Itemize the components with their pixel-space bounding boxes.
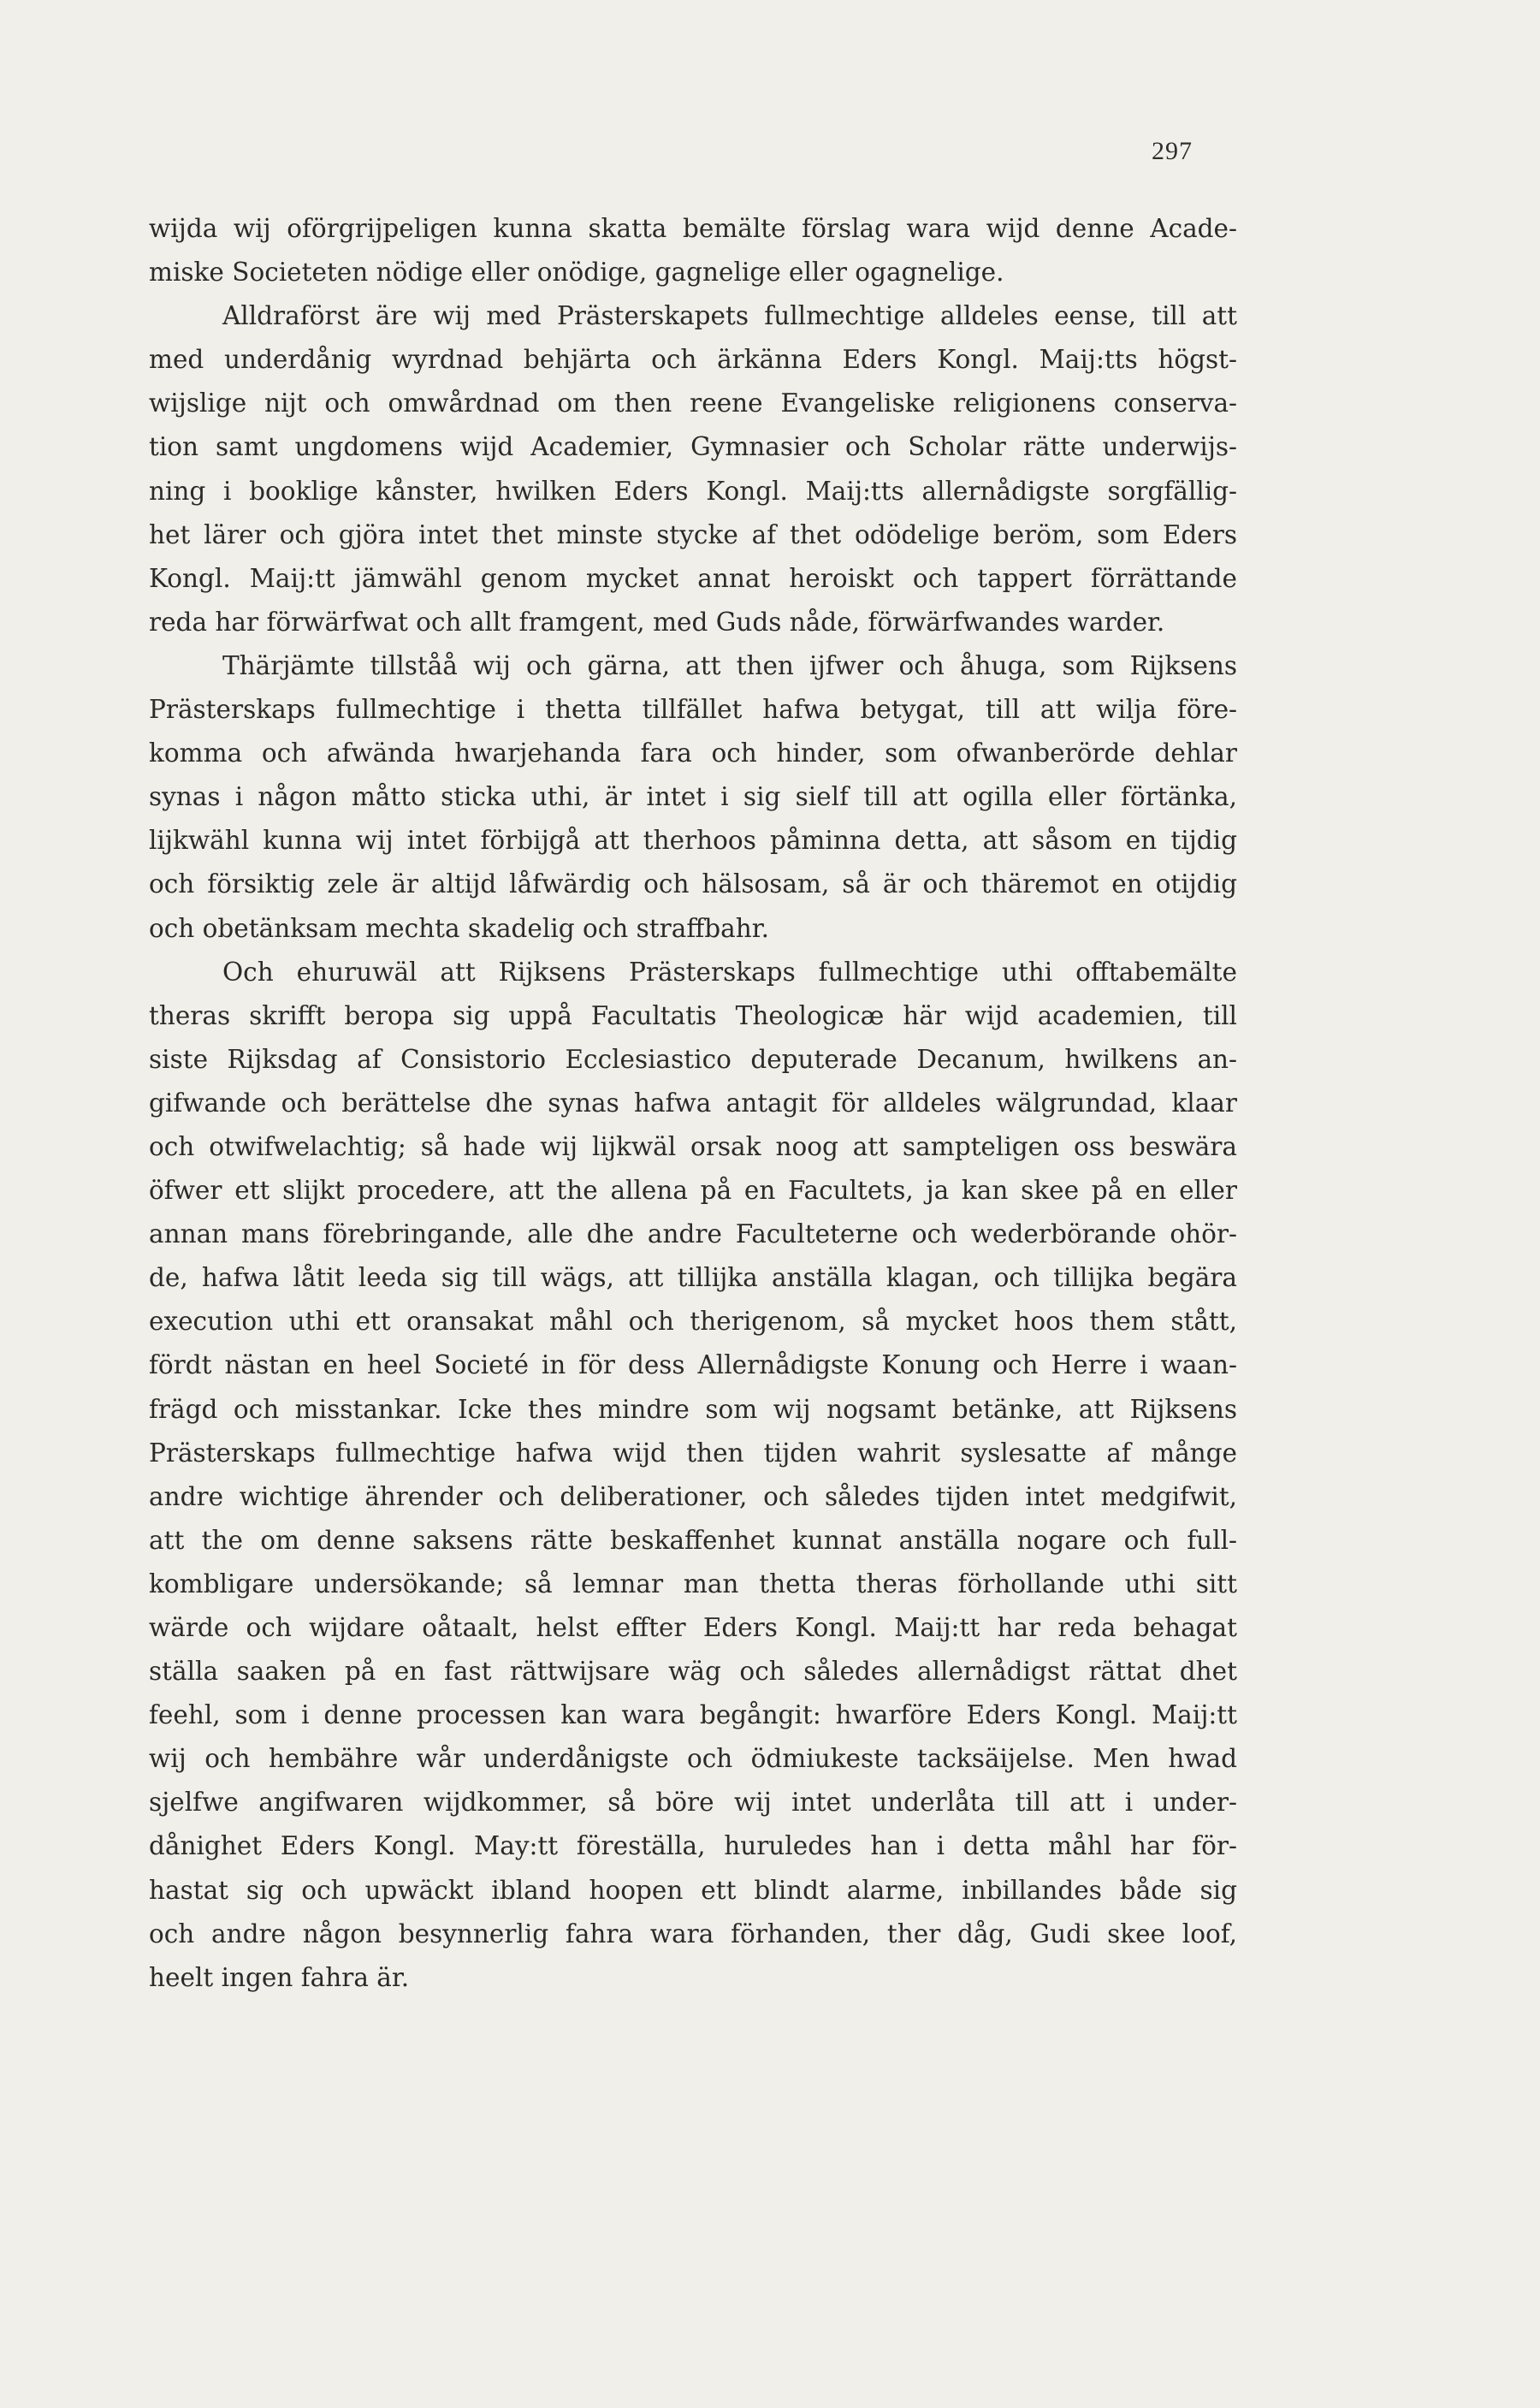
text-line: och obetänksam mechta skadelig och straffbahr. <box>149 913 770 943</box>
text-line: hastat sig och upwäckt ibland hoopen ett blindt alarme, inbillandes både sig <box>149 1875 1237 1905</box>
text-line: ning i booklige kånster, hwilken Eders Kongl. Maij:tts allernådigste sorgfällig- <box>149 476 1237 506</box>
text-line: gifwande och berättelse dhe synas hafwa antagit för alldeles wälgrundad, klaar <box>149 1088 1237 1118</box>
text-line: Kongl. Maij:tt jämwähl genom mycket annat heroiskt och tappert förrättande <box>149 563 1237 593</box>
text-line: wijslige nijt och omwårdnad om then reene Evangeliske religionens conserva- <box>149 388 1237 418</box>
text-line: synas i någon måtto sticka uthi, är intet i sig sielf till att ogilla eller förtänka, <box>149 782 1237 812</box>
text-line: Thärjämte tillståå wij och gärna, att then ijfwer och åhuga, som Rijksens <box>222 650 1237 680</box>
text-line: wij och hembähre wår underdånigste och ödmiukeste tacksäijelse. Men hwad <box>149 1744 1237 1774</box>
text-line: dånighet Eders Kongl. May:tt föreställa, huruledes han i detta måhl har för- <box>149 1831 1237 1861</box>
text-line: tion samt ungdomens wijd Academier, Gymnasier och Scholar rätte underwijs- <box>149 432 1237 462</box>
text-line: sjelfwe angifwaren wijdkommer, så böre wij intet underlåta till att i under- <box>149 1788 1237 1818</box>
text-line: wijda wij oförgrijpeligen kunna skatta bemälte förslag wara wijd denne Acade- <box>149 214 1237 243</box>
text-line: Och ehuruwäl att Rijksens Prästerskaps fullmechtige uthi offtabemälte <box>222 957 1237 987</box>
text-line: och otwifwelachtig; så hade wij lijkwäl orsak noog att sampteligen oss beswära <box>149 1131 1237 1161</box>
text-line: att the om denne saksens rätte beskaffenhet kunnat anställa nogare och full- <box>149 1525 1237 1555</box>
text-line: lijkwähl kunna wij intet förbijgå att therhoos påminna detta, att såsom en tijdig <box>149 826 1237 856</box>
text-line: execution uthi ett oransakat måhl och therigenom, så mycket hoos them stått, <box>149 1307 1237 1337</box>
text-line: komma och afwända hwarjehanda fara och hinder, som ofwanberörde dehlar <box>149 738 1237 768</box>
text-line: fördt nästan en heel Societé in för dess Allernådigste Konung och Herre i waan- <box>149 1350 1237 1380</box>
text-line: siste Rijksdag af Consistorio Ecclesiastico deputerade Decanum, hwilkens an- <box>149 1044 1237 1074</box>
page-number: 297 <box>1152 137 1193 165</box>
text-line: med underdånig wyrdnad behjärta och ärkänna Eders Kongl. Maij:tts högst- <box>149 345 1237 375</box>
text-line: Prästerskaps fullmechtige i thetta tillfället hafwa betygat, till att wilja före- <box>149 695 1237 725</box>
text-line: feehl, som i denne processen kan wara begångit: hwarföre Eders Kongl. Maij:tt <box>149 1700 1237 1730</box>
text-line: heelt ingen fahra är. <box>149 1962 410 1992</box>
text-line: kombligare undersökande; så lemnar man thetta theras förhollande uthi sitt <box>149 1569 1237 1598</box>
text-line: och andre någon besynnerlig fahra wara förhanden, ther dåg, Gudi skee loof, <box>149 1919 1237 1948</box>
text-line: andre wichtige ährender och deliberationer, och således tijden intet medgifwit, <box>149 1481 1237 1511</box>
text-line: de, hafwa låtit leeda sig till wägs, att tillijka anställa klagan, och tillijka begära <box>149 1263 1237 1293</box>
text-line: ställa saaken på en fast rättwijsare wäg och således allernådigst rättat dhet <box>149 1657 1237 1687</box>
text-line: och försiktig zele är altijd låfwärdig och hälsosam, så är och thäremot en otijdig <box>149 869 1237 899</box>
body-text <box>149 207 1237 2000</box>
text-line: theras skrifft beropa sig uppå Facultatis Theologicæ här wijd academien, till <box>149 1000 1237 1030</box>
text-line: Alldraförst äre wij med Prästerskapets fullmechtige alldeles eense, till att <box>222 301 1237 331</box>
text-line: frägd och misstankar. Icke thes mindre som wij nogsamt betänke, att Rijksens <box>149 1394 1237 1424</box>
text-line: annan mans förebringande, alle dhe andre Faculteterne och wederbörande ohör- <box>149 1219 1237 1249</box>
text-line: wärde och wijdare oåtaalt, helst effter Eders Kongl. Maij:tt har reda behagat <box>149 1613 1237 1642</box>
text-line: miske Societeten nödige eller onödige, gagnelige eller ogagnelige. <box>149 258 1004 288</box>
text-line: öfwer ett slijkt procedere, att the allena på en Facultets, ja kan skee på en eller <box>149 1176 1237 1206</box>
text-line: het lärer och gjöra intet thet minste stycke af thet odödelige beröm, som Eders <box>149 519 1237 549</box>
text-line: Prästerskaps fullmechtige hafwa wijd then tijden wahrit syslesatte af månge <box>149 1438 1237 1468</box>
text-line: reda har förwärfwat och allt framgent, med Guds nåde, förwärfwandes warder. <box>149 607 1165 637</box>
